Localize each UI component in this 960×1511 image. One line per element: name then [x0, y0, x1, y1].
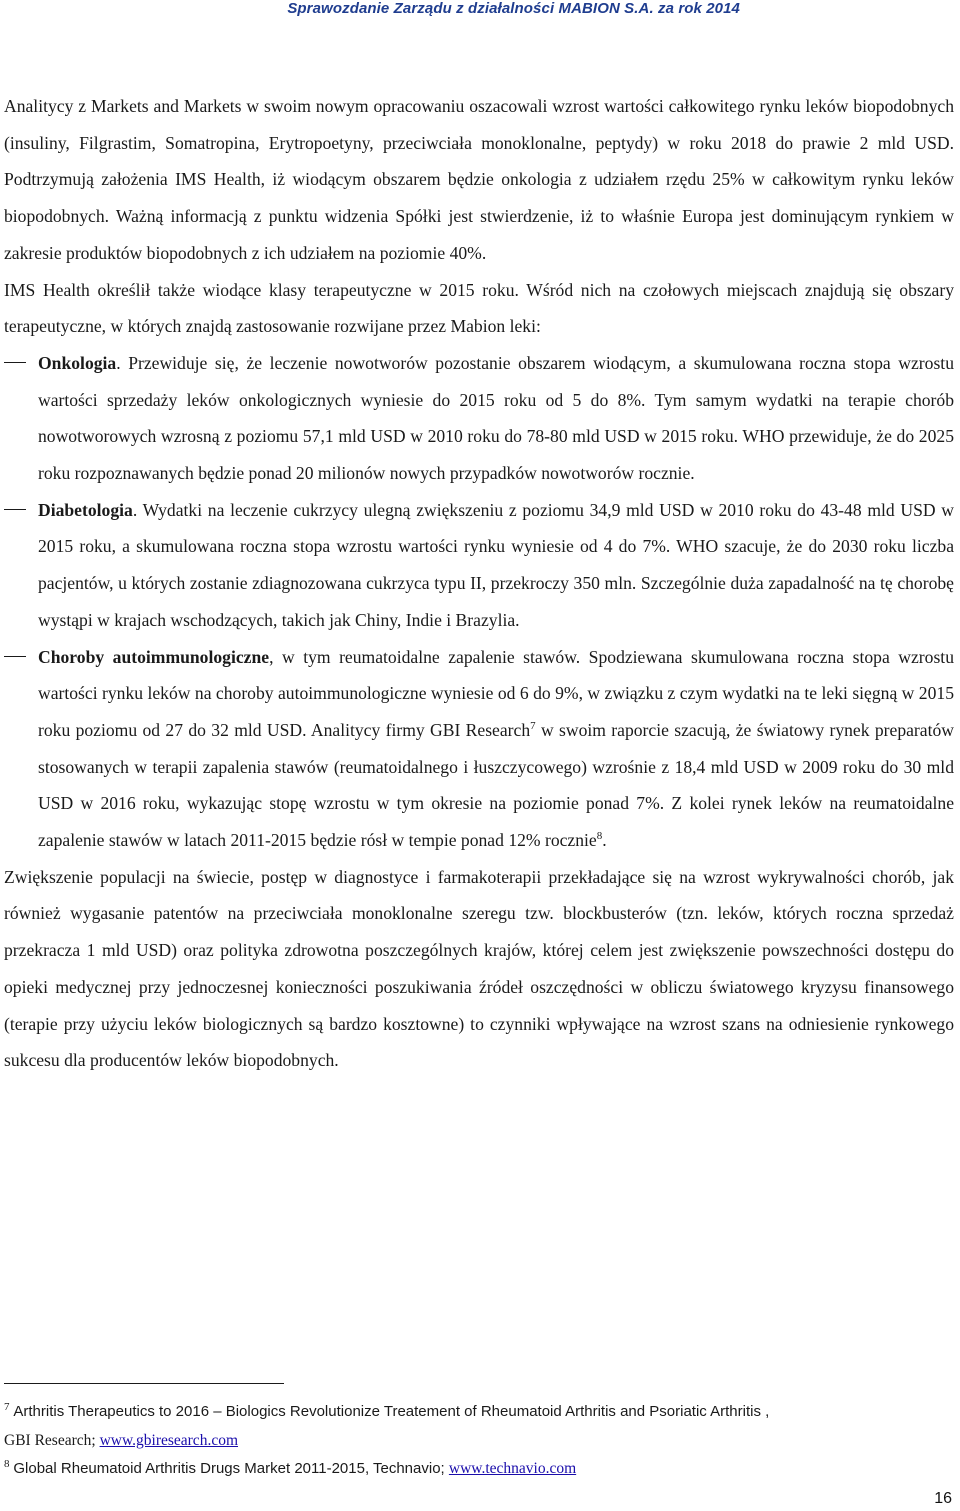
dash-bullet-icon — [4, 509, 26, 510]
therapeutic-areas-list — [4, 345, 954, 859]
list-term: Diabetologia — [38, 499, 133, 520]
gbiresearch-link[interactable]: www.gbiresearch.com — [99, 1431, 239, 1449]
list-term: Choroby autoimmunologiczne — [38, 646, 270, 667]
list-item-diabetology: Diabetologia. Wydatki na leczenie cukrzycy ulegną zwiększeniu z poziomu 34,9 mld USD w 2010 roku do 43-48 mld USD w 2015 roku, a skumulowana roczna stopa wzrostu wartości rynku wyniesie od 4 do 7%. WHO szacuje, że do 2030 roku liczba pacjentów, u których zostanie zdiagnozowana cukrzyca typu II, przekroczy 350 mln. Szczególnie duża zapadalność na tę chorobę wystąpi w krajach wschodzących, takich jak Chiny, Indie i Brazylia. — [4, 492, 954, 639]
footnotes — [4, 1398, 944, 1484]
technavio-link[interactable]: www.technavio.com — [448, 1460, 577, 1477]
footnote-number: 8 — [4, 1458, 10, 1470]
document-body — [4, 88, 954, 1079]
footnote-separator — [4, 1383, 284, 1384]
document-header: Sprawozdanie Zarządu z działalności MABION S.A. za rok 2014 — [287, 0, 740, 17]
list-item-autoimmune: Choroby autoimmunologiczne, w tym reumatoidalne zapalenie stawów. Spodziewana skumulowana roczna stopa wzrostu wartości rynku leków na choroby autoimmunologiczne wyniesie od 6 do 9%, w związku z czym wydatki na te leki sięgną w 2015 roku poziomu od 27 do 32 mld USD. Analitycy firmy GBI Research$^7$ w swoim raporcie szacują, że światowy rynek preparatów stosowanych w terapii zapalenia stawów (reumatoidalnego i łuszczycowego) wzrośnie z 18,4 mld USD w 2009 roku do 30 mld USD w 2016 roku, wykazując stopę wzrostu w tym okresie na poziomie ponad 7%. Z kolei rynek leków na reumatoidalne zapalenie stawów w latach 2011-2015 będzie rósł w tempie ponad 12% rocznie$^8$. — [4, 639, 954, 859]
page-number: 16 — [934, 1490, 952, 1507]
footnote-ref[interactable]: 8 — [596, 830, 603, 843]
paragraph-therapeutic-classes: IMS Health określił także wiodące klasy terapeutyczne w 2015 roku. Wśród nich na czołowych miejscach znajdują się obszary terapeutyczne, w których znajdą zastosowanie rozwijane przez Mabion leki: — [4, 279, 955, 337]
paragraph-growth-factors: Zwiększenie populacji na świecie, postęp w diagnostyce i farmakoterapii przekładające się na wzrost wykrywalności chorób, jak również wygasanie patentów na przeciwciała monoklonalne szeregu tzw. blockbusterów (tzn. leków, których roczna sprzedaż przekracza 1 mld USD) oraz polityka zdrowotna poszczególnych krajów, której celem jest zwiększenie powszechności dostępu do opieki medycznej przy jednoczesnej konieczności poszukiwania źródeł oszczędności w obliczu światowego kryzysu finansowego (terapie przy użyciu leków biologicznych są bardzo kosztowne) to czynniki wpływające na wzrost szans na odniesienie rynkowego sukcesu dla producentów leków biopodobnych. — [4, 866, 954, 1071]
dash-bullet-icon — [4, 656, 26, 657]
footnote-ref[interactable]: 7 — [530, 719, 536, 732]
list-item-oncology: Onkologia. Przewiduje się, że leczenie nowotworów pozostanie obszarem wiodącym, a skumulowana roczna stopa wzrostu wartości sprzedaży leków onkologicznych wyniesie do 2015 roku od 5 do 8%. Tym samym wydatki na terapie chorób nowotworowych wzrosną z poziomu 57,1 mld USD w 2010 roku do 78-80 mld USD w 2015 roku. WHO przewiduje, że do 2025 roku rozpoznawanych będzie ponad 20 milionów nowych przypadków nowotworów rocznie. — [4, 345, 954, 492]
dash-bullet-icon — [4, 362, 26, 363]
footnote-7: $^7$ Arthritis Therapeutics to 2016 – Biologics Revolutionize Treatement of Rheumatoid Arthritis and Psoriatic Arthritis , GBI Research; www.gbiresearch.com — [4, 1401, 770, 1449]
footnote-8: $^8$ Global Rheumatoid Arthritis Drugs Market 2011-2015, Technavio; www.technavio.com — [4, 1458, 577, 1477]
paragraph-market-estimate: Analitycy z Markets and Markets w swoim nowym opracowaniu oszacowali wzrost wartości całkowitego rynku leków biopodobnych (insuliny, Filgrastim, Somatropina, Erytropoetyny, przeciwciała monoklonalne, peptydy) w roku 2018 do prawie 2 mld USD. Podtrzymują założenia IMS Health, iż wiodącym obszarem będzie onkologia z udziałem rzędu 25% w całkowitym rynku leków biopodobnych. Ważną informacją z punktu widzenia Spółki jest stwierdzenie, iż to właśnie Europa jest dominującym rynkiem w zakresie produktów biopodobnych z ich udziałem na poziomie 40%. — [4, 96, 954, 263]
list-term: Onkologia — [38, 352, 117, 373]
footnote-number: 7 — [4, 1401, 10, 1413]
